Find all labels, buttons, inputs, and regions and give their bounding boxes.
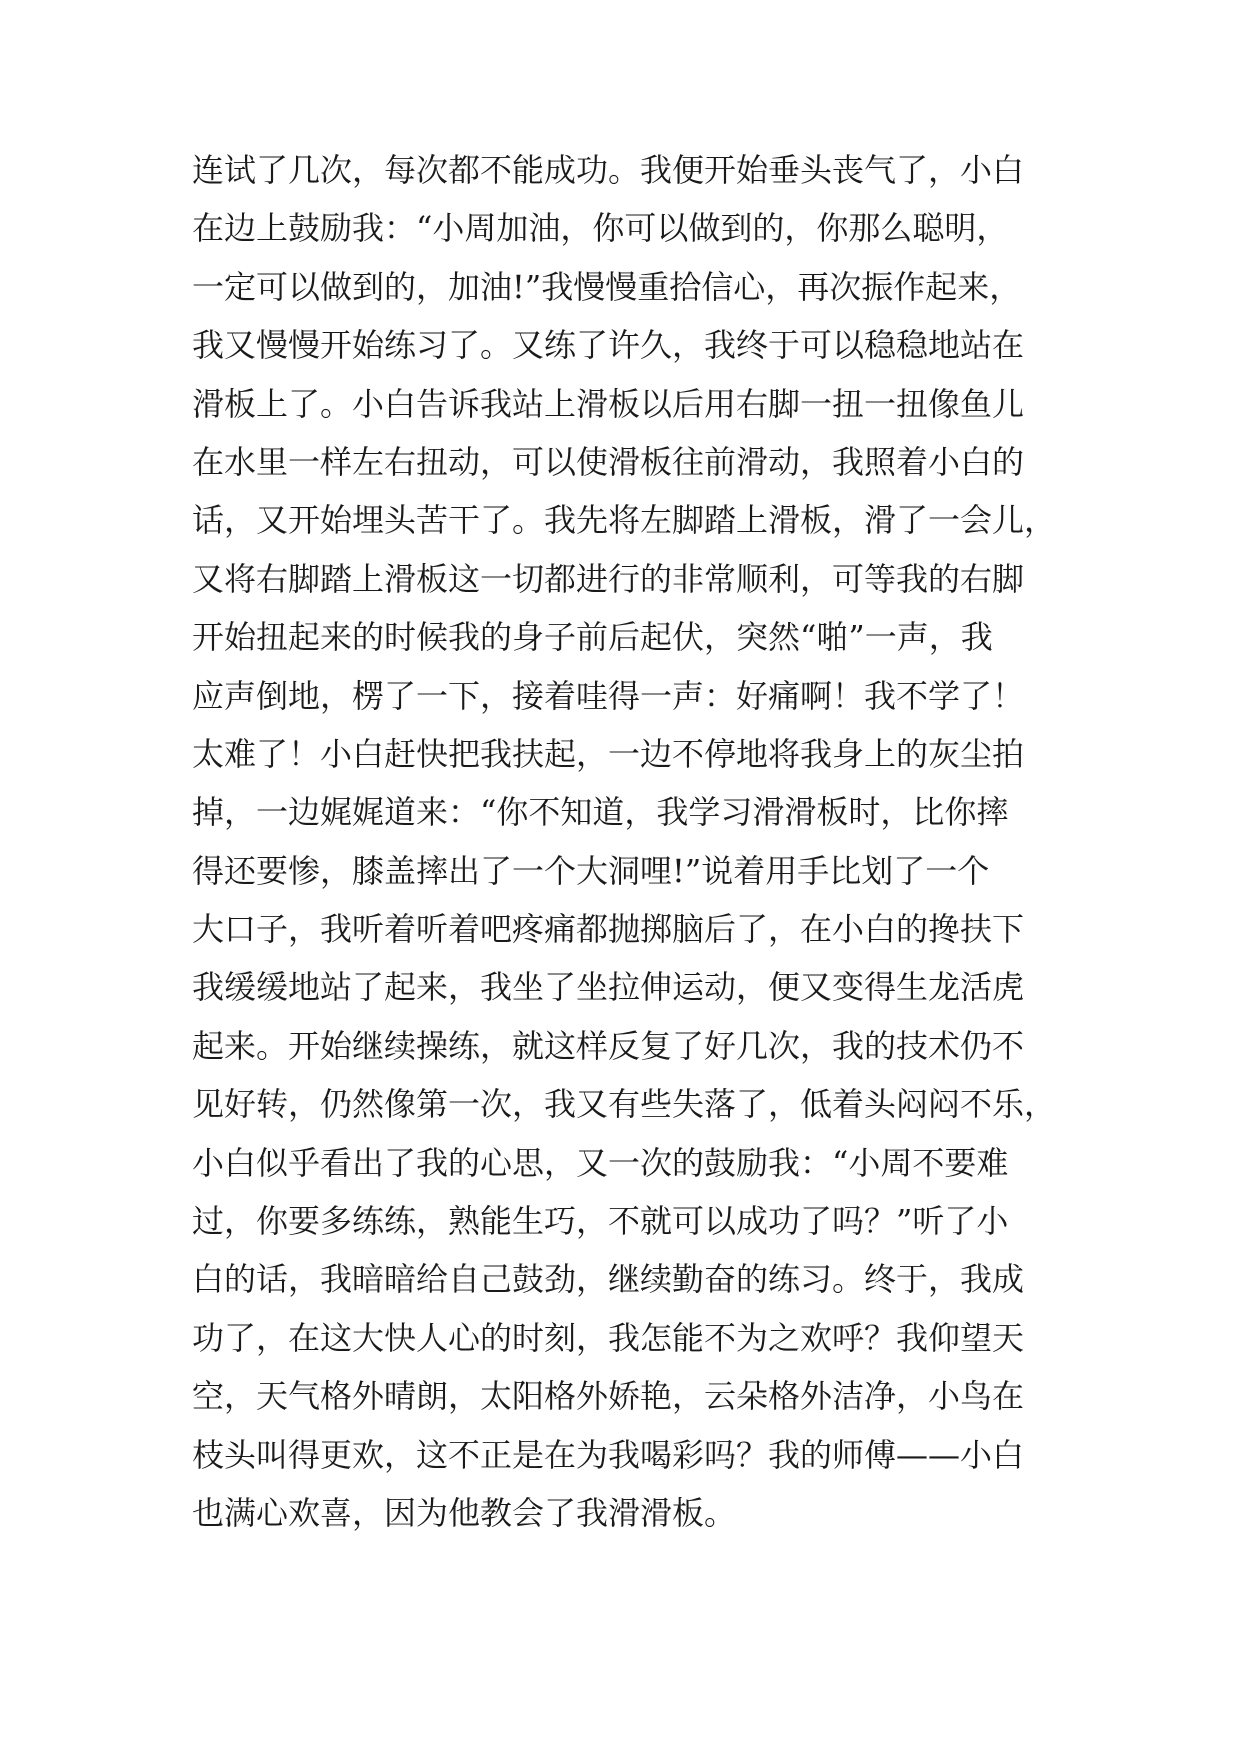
text-line: 得还要惨，膝盖摔出了一个大洞哩!”说着用手比划了一个 <box>192 851 990 890</box>
text-line: 空，天气格外晴朗，太阳格外娇艳，云朵格外洁净，小鸟在 <box>192 1377 1025 1416</box>
text-line: 在边上鼓励我：“小周加油，你可以做到的，你那么聪明， <box>192 209 1009 248</box>
text-line: 掉，一边娓娓道来：“你不知道，我学习滑滑板时，比你摔 <box>192 793 1009 832</box>
text-line: 开始扭起来的时候我的身子前后起伏，突然“啪”一声，我 <box>192 618 993 657</box>
text-line: 太难了！小白赶快把我扶起，一边不停地将我身上的灰尘拍 <box>192 734 1025 773</box>
text-line: 连试了几次，每次都不能成功。我便开始垂头丧气了，小白 <box>192 151 1025 189</box>
text-line: 我缓缓地站了起来，我坐了坐拉伸运动，便又变得生龙活虎 <box>192 968 1025 1007</box>
text-line: 在水里一样左右扭动，可以使滑板往前滑动，我照着小白的 <box>192 442 1025 481</box>
text-line: 过，你要多练练，熟能生巧，不就可以成功了吗？”听了小 <box>192 1202 1009 1241</box>
text-line: 大口子，我听着听着吧疼痛都抛掷脑后了，在小白的搀扶下 <box>192 910 1025 949</box>
body-text <box>192 141 1072 1542</box>
text-line: 一定可以做到的，加油!”我慢慢重拾信心，再次振作起来， <box>192 267 1022 306</box>
text-line: 起来。开始继续操练，就这样反复了好几次，我的技术仍不 <box>192 1026 1025 1065</box>
text-line: 也满心欢喜，因为他教会了我滑滑板。 <box>192 1493 737 1532</box>
text-line: 应声倒地，楞了一下，接着哇得一声：好痛啊！我不学了！ <box>192 676 1025 715</box>
text-line: 功了，在这大快人心的时刻，我怎能不为之欢呼？我仰望天 <box>192 1318 1025 1357</box>
text-line: 话，又开始埋头苦干了。我先将左脚踏上滑板，滑了一会儿， <box>192 501 1057 540</box>
text-line: 又将右脚踏上滑板这一切都进行的非常顺利，可等我的右脚 <box>192 559 1025 598</box>
text-line: 见好转，仍然像第一次，我又有些失落了，低着头闷闷不乐， <box>192 1085 1057 1124</box>
text-line: 枝头叫得更欢，这不正是在为我喝彩吗？我的师傅——小白 <box>192 1435 1025 1474</box>
text-line: 滑板上了。小白告诉我站上滑板以后用右脚一扭一扭像鱼儿 <box>192 384 1025 423</box>
text-line: 白的话，我暗暗给自己鼓劲，继续勤奋的练习。终于，我成 <box>192 1260 1025 1299</box>
text-line: 小白似乎看出了我的心思，又一次的鼓励我：“小周不要难 <box>192 1143 1009 1182</box>
text-line: 我又慢慢开始练习了。又练了许久，我终于可以稳稳地站在 <box>192 326 1025 365</box>
